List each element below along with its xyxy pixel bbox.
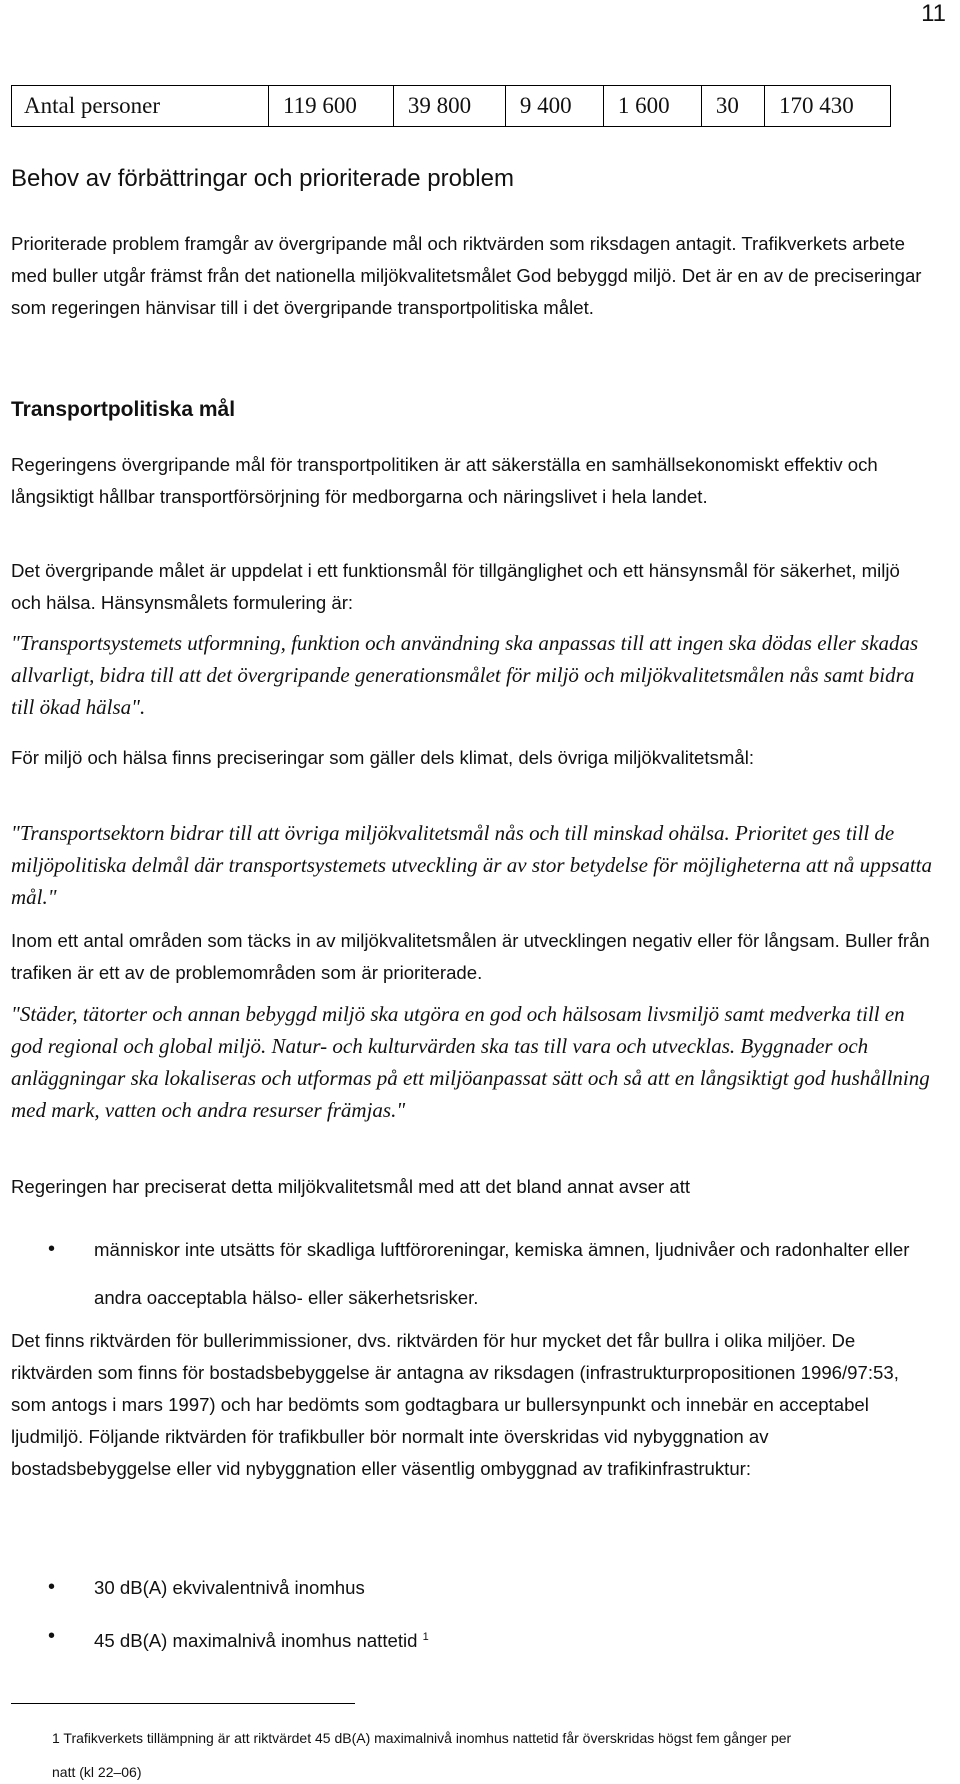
bullet-dot: • bbox=[48, 1238, 56, 1260]
table-cell: 1 600 bbox=[603, 86, 701, 127]
heading-transport-goals: Transportpolitiska mål bbox=[11, 398, 236, 421]
page-number: 11 bbox=[921, 0, 946, 27]
paragraph-goal: Regeringens övergripande mål för transportpolitiken är att säkerställa en samhällsekonomiskt effektiv och långsiktigt hållbar transportförsörjning för medborgarna och näringslivet i hela landet. bbox=[11, 454, 878, 507]
footnote-text-continuation: natt (kl 22–06) bbox=[52, 1764, 142, 1780]
table-row-label: Antal personer bbox=[12, 86, 269, 127]
bullet-dot: • bbox=[48, 1625, 56, 1647]
paragraph-subgoals: Det övergripande målet är uppdelat i ett funktionsmål för tillgänglighet och ett hänsynsmål för säkerhet, miljö och hälsa. Hänsynsmålets formulering är: bbox=[11, 560, 900, 613]
paragraph-precision: Regeringen har preciserat detta miljökvalitetsmål med att det bland annat avser att bbox=[11, 1176, 691, 1197]
footnote-divider bbox=[11, 1703, 355, 1704]
quote-transport-sector: "Transportsektorn bidrar till att övriga miljökvalitetsmål nås och till minskad ohälsa. Prioritet ges till de miljöpolitiska delmål där transportsystemets utveckling är av stor betydelse för möjligheterna att nå uppsatta mål." bbox=[11, 821, 932, 909]
footnote-text: 1 Trafikverkets tillämpning är att riktvärdet 45 dB(A) maximalnivå inomhus nattetid får överskridas högst fem gånger per bbox=[52, 1730, 792, 1746]
table-cell: 39 800 bbox=[393, 86, 505, 127]
footnote-reference[interactable]: 1 bbox=[422, 1631, 429, 1643]
table-row bbox=[12, 86, 891, 127]
list-item: 30 dB(A) ekvivalentnivå inomhus bbox=[94, 1577, 365, 1598]
intro-paragraph: Prioriterade problem framgår av övergripande mål och riktvärden som riksdagen antagit. Trafikverkets arbete med buller utgår främst från det nationella miljökvalitetsmålet God bebyggd miljö. Det är en av de preciseringar som regeringen hänvisar till i det övergripande transportpolitiska målet. bbox=[11, 233, 922, 318]
section-title: Behov av förbättringar och prioriterade problem bbox=[11, 165, 514, 192]
population-table bbox=[11, 85, 891, 127]
list-item: människor inte utsätts för skadliga luftföroreningar, kemiska ämnen, ljudnivåer och radonhalter eller andra oacceptabla hälso- eller säkerhetsrisker. bbox=[94, 1239, 910, 1308]
table-cell: 119 600 bbox=[269, 86, 394, 127]
list-item bbox=[94, 1613, 930, 1665]
paragraph-guideline-values: Det finns riktvärden för bullerimmissioner, dvs. riktvärden för hur mycket det får bullra i olika miljöer. De riktvärden som finns för bostadsbebyggelse är antagna av riksdagen (infrastrukturpropositionen 1996/97:53, som antogs i mars 1997) och har bedömts som godtagbara ur bullersynpunkt och innebär en acceptabel ljudmiljö. Följande riktvärden för trafikbuller bör normalt inte överskridas vid nybyggnation av bostadsbebyggelse eller vid nybyggnation eller väsentlig ombyggnad av trafikinfrastruktur: bbox=[11, 1330, 899, 1479]
bullet-dot: • bbox=[48, 1576, 56, 1598]
list-item-text: 45 dB(A) maximalnivå inomhus nattetid bbox=[94, 1630, 418, 1652]
quote-consideration-goal: "Transportsystemets utformning, funktion och användning ska anpassas till att ingen ska dödas eller skadas allvarligt, bidra till att det övergripande generationsmålet för miljö och miljökvalitetsmålen nås samt bidra till ökad hälsa". bbox=[11, 631, 919, 719]
paragraph-problem-areas: Inom ett antal områden som täcks in av miljökvalitetsmålen är utvecklingen negativ eller för långsam. Buller från trafiken är ett av de problemområden som är prioriterade. bbox=[11, 930, 930, 983]
quote-built-environment: "Städer, tätorter och annan bebyggd miljö ska utgöra en god och hälsosam livsmiljö samt medverka till en god regional och global miljö. Natur- och kulturvärden ska tas till vara och utvecklas. Byggnader och anläggningar ska lokaliseras och utformas på ett miljöanpassat sätt och så att en långsiktigt god hushållning med mark, vatten och andra resurser främjas." bbox=[11, 1002, 930, 1122]
table-cell: 170 430 bbox=[765, 86, 891, 127]
paragraph-environment: För miljö och hälsa finns preciseringar som gäller dels klimat, dels övriga miljökvalitetsmål: bbox=[11, 747, 754, 768]
table-cell: 9 400 bbox=[505, 86, 603, 127]
table-cell: 30 bbox=[701, 86, 764, 127]
